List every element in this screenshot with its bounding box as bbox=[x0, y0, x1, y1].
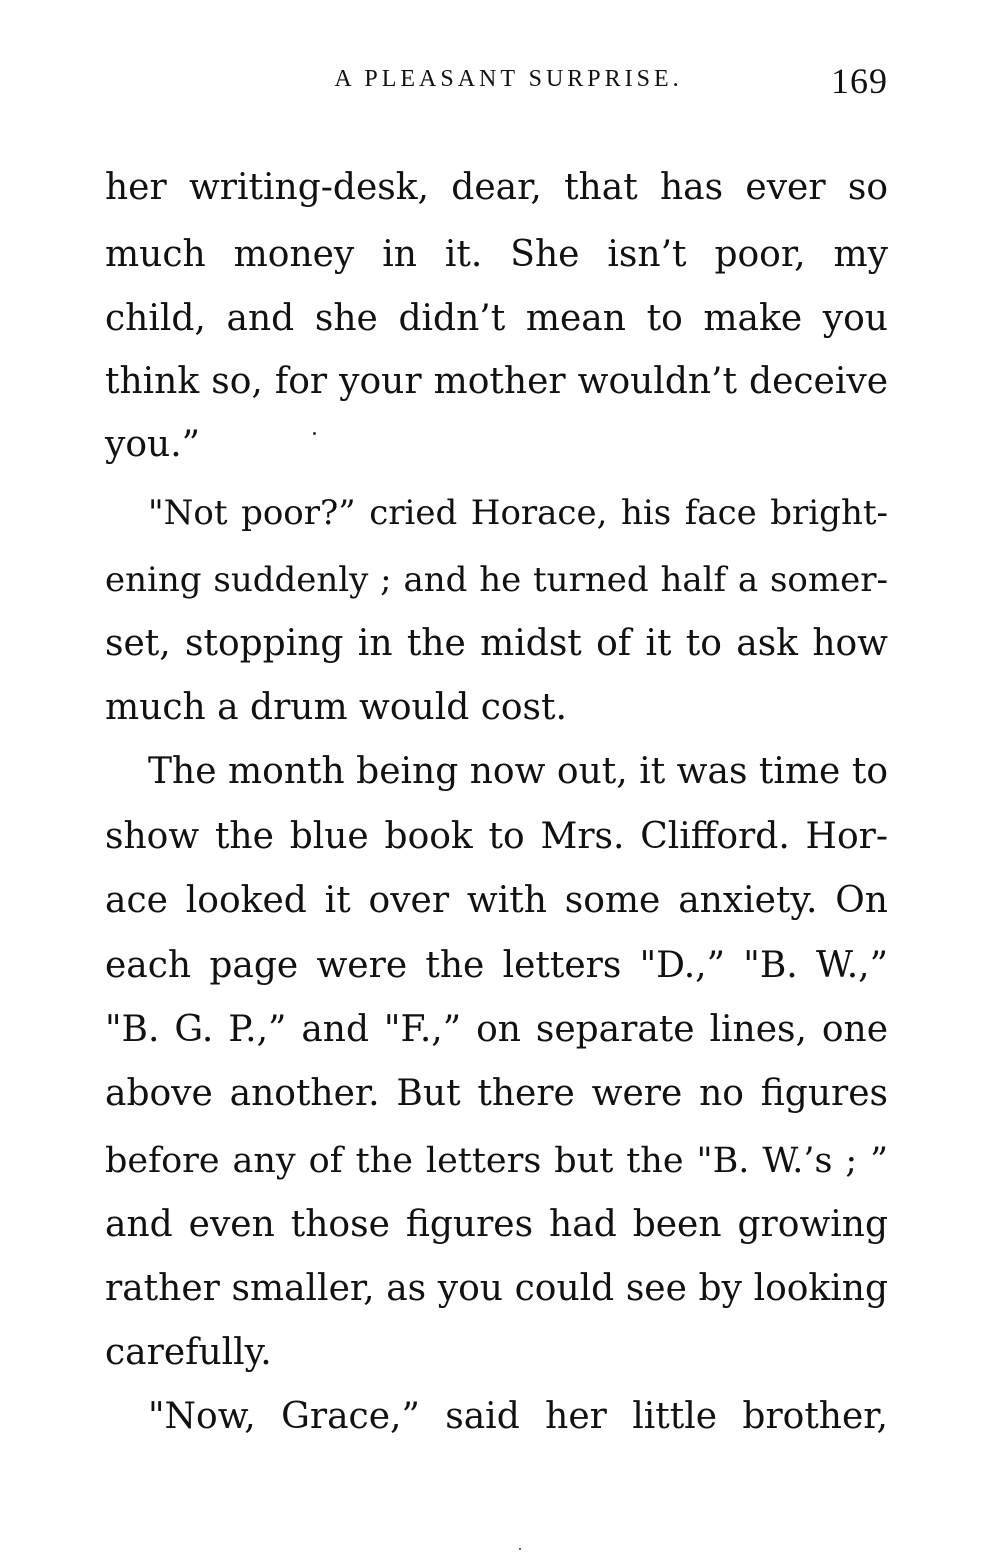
text-line: ace looked it over with some anxiety. On bbox=[105, 880, 888, 921]
text-line: "B. G. P.,” and "F.,” on separate lines, one bbox=[105, 1009, 888, 1050]
ink-speck bbox=[519, 1548, 521, 1550]
running-head bbox=[105, 60, 888, 110]
text-line: ening suddenly ; and he turned half a somer- bbox=[105, 560, 888, 600]
text-line: before any of the letters but the "B. W.’s ; ” bbox=[105, 1141, 888, 1181]
text-line: show the blue book to Mrs. Clifford. Hor- bbox=[105, 816, 888, 857]
text-line: much money in it. She isn’t poor, my bbox=[105, 234, 888, 275]
text-line: think so, for your mother wouldn’t deceive bbox=[105, 361, 888, 402]
text-line: her writing-desk, dear, that has ever so bbox=[105, 167, 888, 208]
text-line: and even those figures had been growing bbox=[105, 1204, 888, 1245]
ink-speck bbox=[313, 432, 316, 435]
text-line: rather smaller, as you could see by looking bbox=[105, 1268, 888, 1309]
text-line: child, and she didn’t mean to make you bbox=[105, 298, 888, 339]
text-line: set, stopping in the midst of it to ask how bbox=[105, 623, 888, 664]
text-line: The month being now out, it was time to bbox=[148, 751, 888, 792]
text-line: above another. But there were no figures bbox=[105, 1073, 888, 1114]
text-line: carefully. bbox=[105, 1332, 272, 1373]
running-title: A PLEASANT SURPRISE. bbox=[334, 66, 683, 92]
page-number: 169 bbox=[831, 61, 888, 101]
text-line: much a drum would cost. bbox=[105, 687, 567, 728]
text-line: "Not poor?” cried Horace, his face bright- bbox=[148, 493, 888, 533]
text-line: each page were the letters "D.,” "B. W.,” bbox=[105, 945, 888, 986]
text-line: "Now, Grace,” said her little brother, bbox=[148, 1396, 888, 1437]
text-line: you.” bbox=[105, 424, 201, 465]
